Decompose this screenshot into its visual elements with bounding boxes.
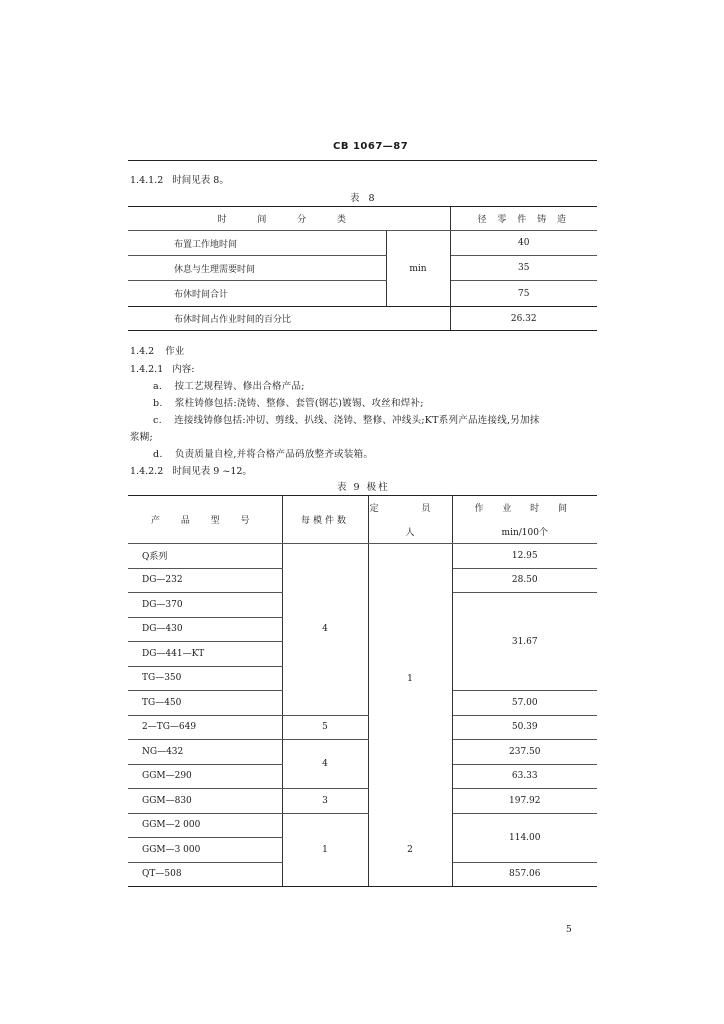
table9-staff: 2: [368, 813, 452, 887]
table9-model: QT—508: [128, 862, 282, 887]
table8-row-label: 休息与生理需要时间: [128, 256, 386, 281]
section-text: 作业: [165, 346, 185, 357]
table9-model: TG—350: [128, 666, 282, 691]
table9-header-time: 作 业 时 间: [452, 496, 597, 520]
section-142: [130, 343, 184, 357]
table8-row-label: 布置工作地时间: [128, 231, 386, 256]
item-text: 负责质量自检,并将合格产品码放整齐或装箱。: [174, 449, 374, 460]
table8-unit: min: [386, 231, 450, 307]
table9-caption: 表 9 极柱: [337, 482, 390, 493]
table9-time: 63.33: [452, 764, 597, 789]
list-item: [153, 378, 305, 392]
table9-time: 114.00: [452, 813, 597, 862]
table9-model: DG—232: [128, 568, 282, 593]
section-number: 1.4.1.2: [130, 175, 164, 186]
table8-row-value: 35: [450, 256, 597, 281]
table8-header-casting: 径 零 件 铸 造: [450, 207, 597, 231]
list-item: [153, 412, 539, 426]
table9-per-mold: 4: [282, 740, 368, 789]
table9-model: DG—370: [128, 593, 282, 618]
section-text: 内容:: [172, 364, 195, 375]
table9-per-mold: 4: [282, 544, 368, 716]
item-mark: d.: [153, 449, 163, 460]
table8-row-value: 75: [518, 288, 530, 299]
table9-per-mold: 1: [282, 813, 368, 887]
section-text: 时间见表 8。: [172, 175, 229, 186]
item-mark: c.: [153, 415, 162, 426]
list-item: [153, 395, 424, 409]
section-number: 1.4.2.2: [130, 466, 164, 477]
table9-time: 12.95: [452, 544, 597, 569]
table8-row-value: 26.32: [450, 307, 597, 331]
table9-model: GGM—290: [128, 764, 282, 789]
table9-header-time-unit: min/100个: [452, 520, 597, 544]
table8-row-label: 布休时间合计: [128, 281, 386, 307]
item-mark: b.: [153, 398, 163, 409]
table9-model: TG—450: [128, 691, 282, 716]
table9-model: 2—TG—649: [128, 715, 282, 740]
section-number: 1.4.2: [130, 346, 155, 357]
table9-staff: 1: [368, 544, 452, 814]
table9-header-model: 产 品 型 号: [128, 496, 282, 544]
table9-time: 197.92: [452, 789, 597, 814]
table9-header-staff-unit: 人: [368, 520, 452, 544]
table9-time: 28.50: [452, 568, 597, 593]
item-text: 浆柱铸修包括:浇铸、整修、套管(钢芯)镀锡、攻丝和焊补;: [174, 398, 424, 409]
document-code: CB 1067—87: [333, 141, 409, 152]
page-number: 5: [566, 925, 572, 935]
table9-time: 31.67: [452, 593, 597, 691]
item-text: 连接线铸修包括:冲切、剪线、扒线、浇铸、整修、冲线头;KT系列产品连接线,另加抹: [174, 415, 540, 426]
table9: [128, 495, 597, 887]
section-text: 时间见表 9 ~12。: [172, 466, 252, 477]
table9-time: 57.00: [452, 691, 597, 716]
section-1412: [130, 172, 229, 186]
table9-per-mold: 5: [282, 715, 368, 740]
item-text: 按工艺规程铸、修出合格产品;: [174, 381, 305, 392]
table9-time: 50.39: [452, 715, 597, 740]
table9-model: Q系列: [128, 544, 282, 569]
table9-model: NG—432: [128, 740, 282, 765]
list-item: [153, 446, 373, 460]
table9-header-per-mold: 每模件数: [282, 496, 368, 544]
table9-time: 857.06: [452, 862, 597, 887]
table9-model: GGM—2 000: [128, 813, 282, 838]
header-rule: [128, 160, 597, 161]
section-1421: [130, 361, 194, 375]
table8-header-category: 时 间 分 类: [128, 207, 450, 231]
section-1422: [130, 463, 252, 477]
table8-row-value: 40: [450, 231, 597, 256]
table9-header-staff: 定 员: [368, 496, 452, 520]
table9-per-mold: 3: [282, 789, 368, 814]
table9-time: 237.50: [452, 740, 597, 765]
table9-model: DG—441—KT: [128, 642, 282, 667]
table8: [128, 206, 597, 331]
table8-caption: 表 8: [350, 193, 378, 204]
table9-model: GGM—830: [128, 789, 282, 814]
table9-model: GGM—3 000: [128, 838, 282, 863]
table9-model: DG—430: [128, 617, 282, 642]
item-mark: a.: [153, 381, 163, 392]
section-number: 1.4.2.1: [130, 364, 164, 375]
list-item-continuation: 浆糊;: [130, 432, 153, 443]
table8-row-label: 布休时间占作业时间的百分比: [128, 307, 450, 331]
